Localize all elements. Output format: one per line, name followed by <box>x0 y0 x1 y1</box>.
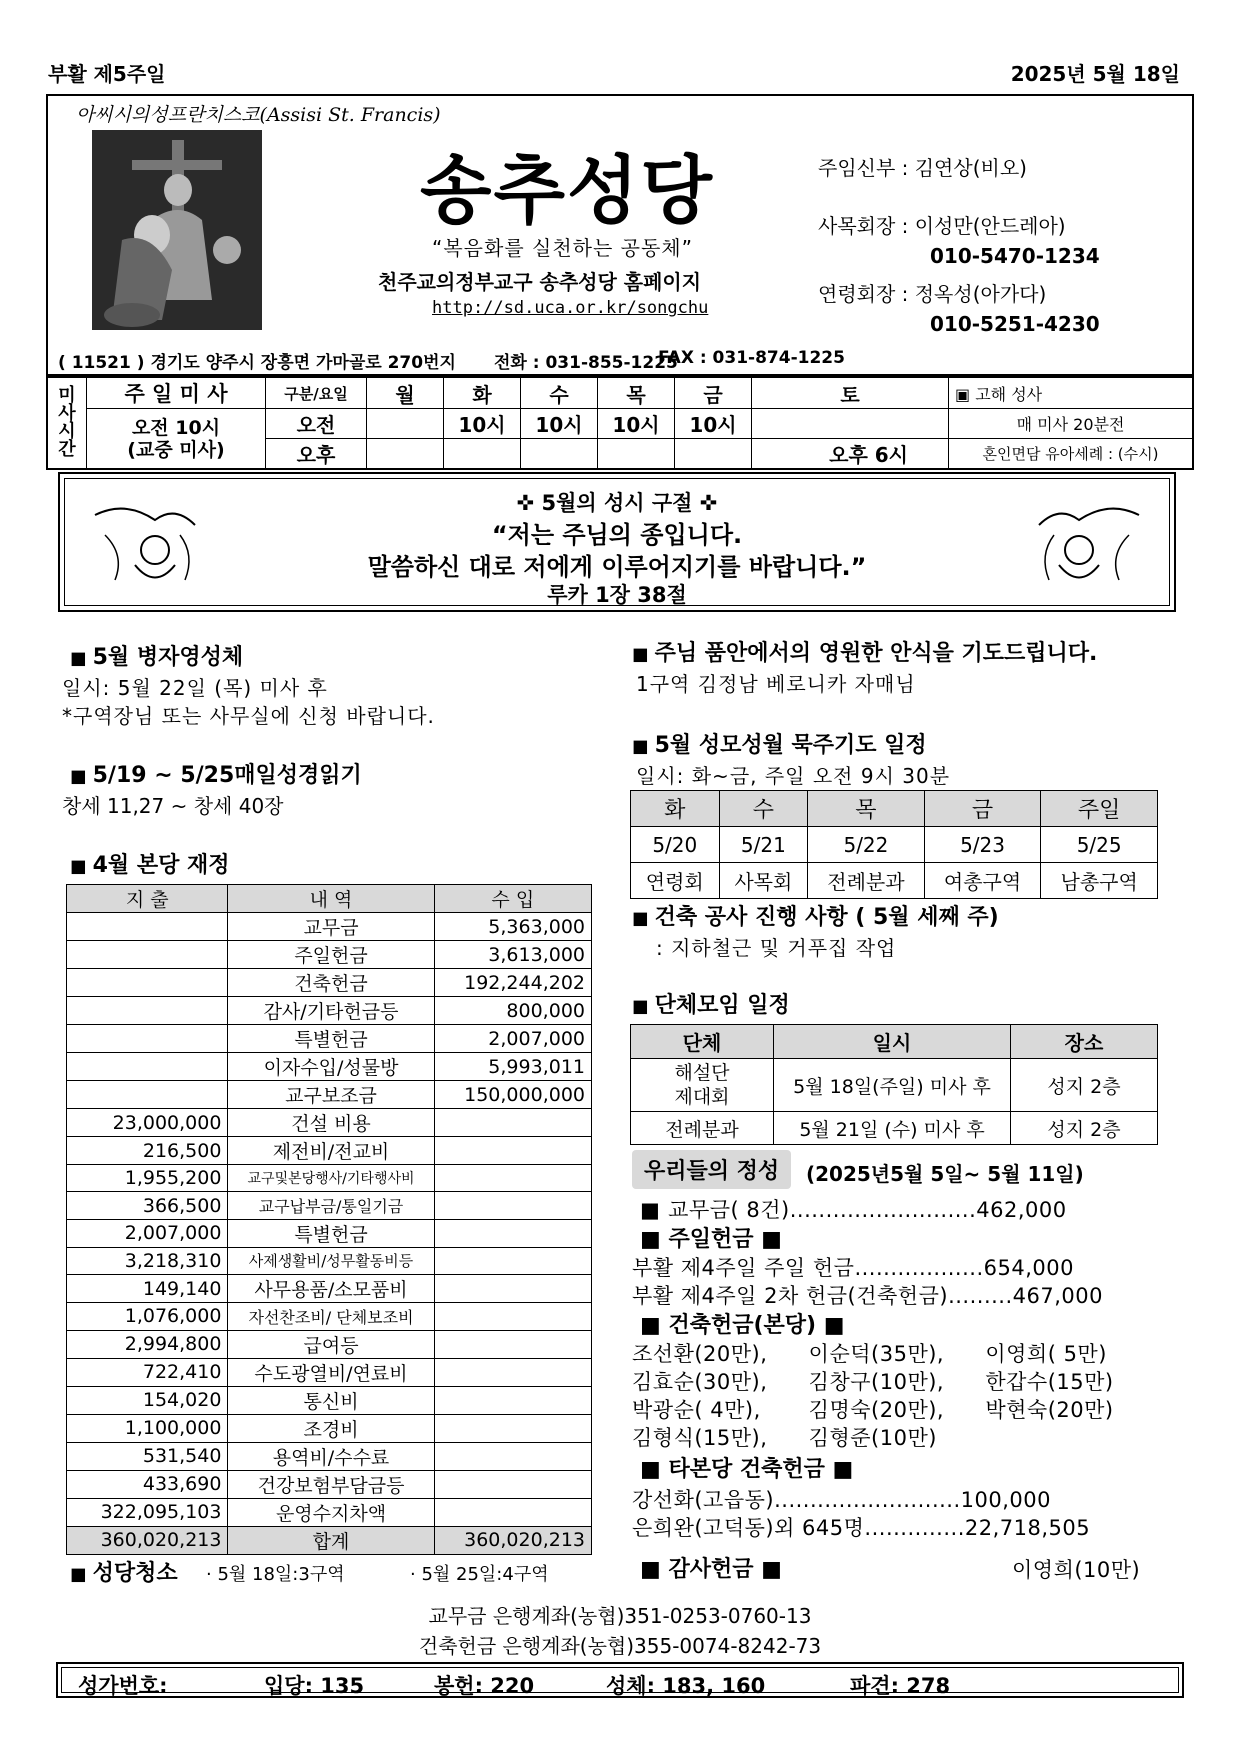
finance-table <box>66 884 592 1555</box>
rosary-day: 금 <box>924 791 1041 827</box>
meetings-header-place: 장소 <box>1011 1025 1158 1059</box>
rosary-date: 5/21 <box>719 827 808 863</box>
patron-saint: 아씨시의성프란치스코(Assisi St. Francis) <box>76 104 441 126</box>
mass-schedule-table <box>46 376 1194 470</box>
table-row: 2,994,800 급여등 <box>67 1330 592 1358</box>
construction-status: : 지하철근 및 거푸집 작업 <box>656 936 897 960</box>
homepage-label: 천주교의정부교구 송추성당 홈페이지 <box>378 270 702 294</box>
table-row: 특별헌금 2,007,000 <box>67 1025 592 1053</box>
thanks-offering-title: ■ 감사헌금 ■ <box>640 1557 782 1582</box>
homepage-link[interactable]: http://sd.uca.or.kr/songchu <box>432 298 709 318</box>
council-phone: 010-5470-1234 <box>930 244 1100 268</box>
table-row: 전례분과 5월 21일 (수) 미사 후 성지 2층 <box>631 1112 1158 1145</box>
pm-label: 오후 <box>266 439 367 470</box>
rosary-date: 5/23 <box>924 827 1041 863</box>
table-row: 건축헌금 192,244,202 <box>67 969 592 997</box>
rosary-group: 사목회 <box>719 863 808 899</box>
rosary-group: 연령회 <box>631 863 720 899</box>
day-tue: 화 <box>444 377 521 409</box>
table-row: 154,020 통신비 <box>67 1386 592 1414</box>
church-name: 송추성당 <box>420 148 714 234</box>
pm-wed <box>521 439 598 470</box>
list-item: 박광순( 4만), 김명숙(20만), 박현숙(20만) <box>632 1398 1114 1422</box>
telephone: 전화 : 031-855-1225 <box>494 353 678 373</box>
bulletin-date: 2025년 5월 18일 <box>1010 62 1180 86</box>
day-mon: 월 <box>367 377 444 409</box>
thanks-offering-donor: 이영희(10만) <box>1012 1558 1141 1582</box>
am-wed: 10시 <box>521 409 598 439</box>
sick-communion-line2: *구역장님 또는 사무실에 신청 바랍니다. <box>62 704 435 728</box>
meetings-header-time: 일시 <box>774 1025 1011 1059</box>
table-row: 교무금 5,363,000 <box>67 913 592 941</box>
cleaning-week1: · 5월 18일:3구역 <box>206 1564 345 1585</box>
monthly-verse-box <box>58 472 1176 612</box>
day-thu: 목 <box>598 377 675 409</box>
rosary-day: 수 <box>719 791 808 827</box>
offering-label: 우리들의 정성 <box>632 1150 791 1189</box>
wedding-baptism: 혼인면담 유아세례 : (수시) <box>949 439 1194 470</box>
table-row: 1,955,200 교구및본당행사/기타행사비 <box>67 1165 592 1192</box>
senior-phone: 010-5251-4230 <box>930 312 1100 336</box>
rosary-time: 일시: 화~금, 주일 오전 9시 30분 <box>636 764 951 788</box>
table-row: 722,410 수도광열비/연료비 <box>67 1358 592 1386</box>
table-row: 149,140 사무용품/소모품비 <box>67 1275 592 1303</box>
confession-time: 매 미사 20분전 <box>949 409 1194 439</box>
verse-line-2: 말씀하신 대로 저에게 이루어지기를 바랍니다.” <box>367 553 867 581</box>
table-row: 2,007,000 특별헌금 <box>67 1219 592 1247</box>
table-row: 교구보조금 150,000,000 <box>67 1081 592 1109</box>
rosary-date: 5/20 <box>631 827 720 863</box>
senior-head: 연령회장 : 정옥성(아가다) <box>818 282 1047 306</box>
rosary-group: 여총구역 <box>924 863 1041 899</box>
table-row: 23,000,000 건설 비용 <box>67 1109 592 1137</box>
rosary-date: 5/25 <box>1041 827 1158 863</box>
pm-sat: 오후 6시 <box>752 439 949 470</box>
kyomu-account: 교무금 은행계좌(농협)351-0253-0760-13 <box>428 1604 812 1628</box>
finance-title: ■ 4월 본당 재정 <box>70 848 230 879</box>
rosary-day: 목 <box>808 791 925 827</box>
day-fri: 금 <box>675 377 752 409</box>
bible-reading-title: ■ 5/19 ~ 5/25매일성경읽기 <box>70 758 362 789</box>
header-box <box>46 94 1194 376</box>
rosary-group: 남총구역 <box>1041 863 1158 899</box>
table-row: 366,500 교구납부금/통일기금 <box>67 1192 592 1219</box>
other-parish-2: 은희완(고덕동)외 645명..............22,718,505 <box>632 1516 1091 1540</box>
table-row: 1,076,000 자선찬조비/ 단체보조비 <box>67 1303 592 1330</box>
hymn-offertory: 봉헌: 220 <box>434 1674 535 1698</box>
rosary-group: 전례분과 <box>808 863 925 899</box>
table-row: 531,540 용역비/수수료 <box>67 1442 592 1470</box>
verse-reference: 루카 1장 38절 <box>547 583 687 607</box>
offering-period: (2025년5월 5일~ 5월 11일) <box>806 1162 1084 1186</box>
other-parish-title: ■ 타본당 건축헌금 ■ <box>640 1457 854 1482</box>
meetings-title: ■ 단체모임 일정 <box>632 988 790 1019</box>
saint-painting-image <box>92 130 262 330</box>
fax: FAX : 031-874-1225 <box>658 348 845 368</box>
day-wed: 수 <box>521 377 598 409</box>
hymn-label: 성가번호: <box>78 1674 168 1698</box>
rosary-day: 주일 <box>1041 791 1158 827</box>
verse-title: ✜ 5월의 성시 구절 ✜ <box>516 491 718 515</box>
address: ( 11521 ) 경기도 양주시 장흥면 가마골로 270번지 <box>58 353 456 373</box>
hymn-entrance: 입당: 135 <box>264 1674 365 1698</box>
hymn-communion: 성체: 183, 160 <box>606 1674 766 1698</box>
table-row: 216,500 제전비/전교비 <box>67 1137 592 1165</box>
other-parish-1: 강선화(고읍동)..........................100,000 <box>632 1488 1051 1512</box>
table-row: 감사/기타헌금등 800,000 <box>67 997 592 1025</box>
building-offering-title: ■ 건축헌금(본당) ■ <box>640 1313 845 1338</box>
pm-thu <box>598 439 675 470</box>
hymn-recessional: 파견: 278 <box>850 1674 951 1698</box>
day-sat: 토 <box>752 377 949 409</box>
sunday-mass-time: 오전 10시 (교중 미사) <box>87 409 266 470</box>
table-row: 3,218,310 사제생활비/성무활동비등 <box>67 1247 592 1274</box>
meetings-header-group: 단체 <box>631 1025 774 1059</box>
meetings-table <box>630 1024 1158 1145</box>
pastor: 주임신부 : 김연상(비오) <box>818 156 1027 180</box>
sunday-offering-2: 부활 제4주일 2차 헌금(건축헌금).........467,000 <box>632 1284 1103 1308</box>
rosary-table <box>630 790 1158 899</box>
finance-header-income: 수 입 <box>434 885 591 913</box>
motto: “복음화를 실천하는 공동체” <box>432 236 693 260</box>
bible-reading-range: 창세 11,27 ~ 창세 40장 <box>62 794 284 818</box>
list-item: 김효순(30만), 김창구(10만), 한갑수(15만) <box>632 1370 1114 1394</box>
offering-kyomu: ■ 교무금( 8건)..........................462,000 <box>640 1198 1067 1222</box>
am-sat <box>752 409 949 439</box>
table-row: 1,100,000 조경비 <box>67 1414 592 1442</box>
sunday-offering-title: ■ 주일헌금 ■ <box>640 1227 782 1252</box>
sunday-mass-title: 주 일 미 사 <box>87 377 266 409</box>
building-account: 건축헌금 은행계좌(농협)355-0074-8242-73 <box>418 1634 822 1658</box>
sunday-label: 부활 제5주일 <box>48 62 166 86</box>
table-row: 주일헌금 3,613,000 <box>67 941 592 969</box>
sick-communion-title: ■ 5월 병자영성체 <box>70 640 243 671</box>
am-tue: 10시 <box>444 409 521 439</box>
day-column-label: 구분/요일 <box>266 377 367 409</box>
pm-fri <box>675 439 752 470</box>
am-thu: 10시 <box>598 409 675 439</box>
list-item: 조선환(20만), 이순덕(35만), 이영희( 5만) <box>632 1342 1107 1366</box>
rosary-title: ■ 5월 성모성월 묵주기도 일정 <box>632 728 927 759</box>
sunday-offering-1: 부활 제4주일 주일 헌금..................654,000 <box>632 1256 1074 1280</box>
am-mon <box>367 409 444 439</box>
repose-title: ■ 주님 품안에서의 영원한 안식을 기도드립니다. <box>632 636 1097 667</box>
building-donors <box>632 1338 1162 1450</box>
council-head: 사목회장 : 이성만(안드레아) <box>818 214 1066 238</box>
table-row: 322,095,103 운영수지차액 <box>67 1498 592 1526</box>
finance-total-row: 360,020,213 합계 360,020,213 <box>67 1526 592 1554</box>
finance-header-item: 내 역 <box>228 885 434 913</box>
hymn-numbers-bar <box>56 1662 1184 1698</box>
am-label: 오전 <box>266 409 367 439</box>
repose-name: 1구역 김정남 베로니카 자매님 <box>636 672 916 696</box>
cleaning-week2: · 5월 25일:4구역 <box>410 1564 549 1585</box>
rosary-day: 화 <box>631 791 720 827</box>
pm-tue <box>444 439 521 470</box>
table-row: 해설단 제대회 5월 18일(주일) 미사 후 성지 2층 <box>631 1059 1158 1112</box>
am-fri: 10시 <box>675 409 752 439</box>
table-row: 이자수입/성물방 5,993,011 <box>67 1053 592 1081</box>
sick-communion-line1: 일시: 5월 22일 (목) 미사 후 <box>62 676 328 700</box>
confession-title: ▣ 고해 성사 <box>949 377 1194 409</box>
construction-title: ■ 건축 공사 진행 사항 ( 5월 세째 주) <box>632 900 999 931</box>
finance-header-expense: 지 출 <box>67 885 228 913</box>
cleaning-title: ■ 성당청소 <box>70 1556 178 1587</box>
table-row: 433,690 건강보험부담금등 <box>67 1470 592 1498</box>
rosary-date: 5/22 <box>808 827 925 863</box>
list-item: 김형식(15만), 김형준(10만) <box>632 1426 937 1450</box>
mass-side-label: 미 사 시 간 <box>47 377 87 469</box>
pm-mon <box>367 439 444 470</box>
verse-line-1: “저는 주님의 종입니다. <box>491 521 743 549</box>
